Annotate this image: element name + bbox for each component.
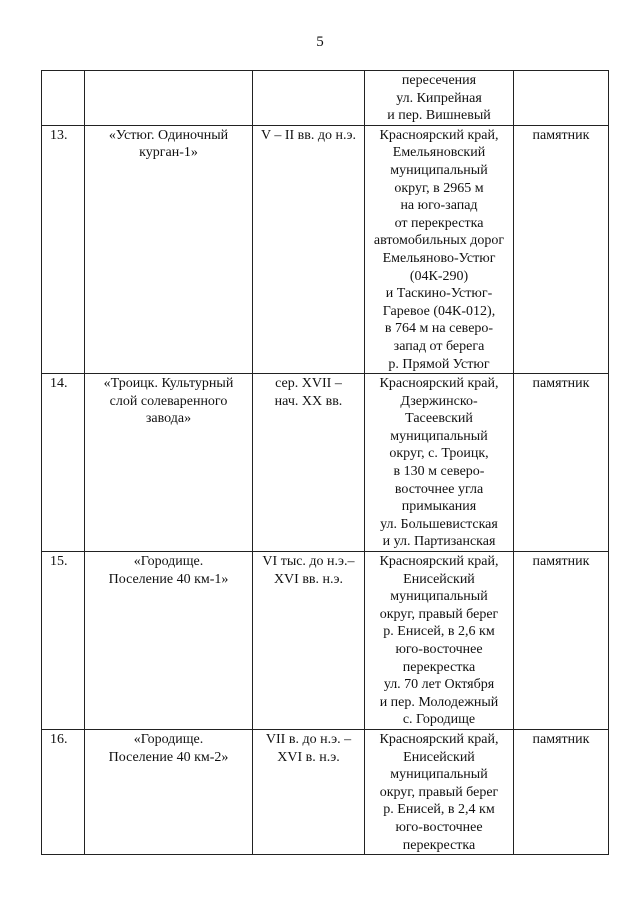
location-cell: Красноярский край, Енисейский муниципальный округ, правый берег р. Енисей, в 2,6 км юго-восточнее перекрестка ул. 70 лет Октября и пер. Молодежный с. Городище [365, 552, 514, 730]
row-number-cell: 14. [42, 374, 85, 552]
object-name-cell: «Устюг. Одиночный курган-1» [85, 125, 253, 373]
table-row [42, 729, 609, 854]
object-name-cell [85, 71, 253, 126]
dating-cell [253, 71, 365, 126]
dating-cell: сер. XVII – нач. XX вв. [253, 374, 365, 552]
location-cell: пересечения ул. Кипрейная и пер. Вишневый [365, 71, 514, 126]
page-number: 5 [316, 34, 324, 50]
row-number-cell: 13. [42, 125, 85, 373]
table-row [42, 125, 609, 373]
category-cell: памятник [514, 729, 609, 854]
object-name-cell: «Городище. Поселение 40 км-2» [85, 729, 253, 854]
row-number-cell: 15. [42, 552, 85, 730]
table-row [42, 374, 609, 552]
category-cell [514, 71, 609, 126]
object-name-cell: «Городище. Поселение 40 км-1» [85, 552, 253, 730]
category-cell: памятник [514, 552, 609, 730]
dating-cell: VI тыс. до н.э.– XVI вв. н.э. [253, 552, 365, 730]
category-cell: памятник [514, 374, 609, 552]
location-cell: Красноярский край, Дзержинско- Тасеевский муниципальный округ, с. Троицк, в 130 м северо- восточнее угла примыкания ул. Большевистская и ул. Партизанская [365, 374, 514, 552]
object-name-cell: «Троицк. Культурный слой солеваренного завода» [85, 374, 253, 552]
row-number-cell [42, 71, 85, 126]
table-row-continuation [42, 71, 609, 126]
heritage-registry-table [41, 70, 609, 855]
row-number-cell: 16. [42, 729, 85, 854]
table-row [42, 552, 609, 730]
location-cell: Красноярский край, Емельяновский муниципальный округ, в 2965 м на юго-запад от перекрестка автомобильных дорог Емельяново-Устюг (04К-290) и Таскино-Устюг- Гаревое (04К-012), в 764 м на северо- запад от берега р. Прямой Устюг [365, 125, 514, 373]
location-cell: Красноярский край, Енисейский муниципальный округ, правый берег р. Енисей, в 2,4 км юго-восточнее перекрестка [365, 729, 514, 854]
dating-cell: VII в. до н.э. – XVI в. н.э. [253, 729, 365, 854]
category-cell: памятник [514, 125, 609, 373]
dating-cell: V – II вв. до н.э. [253, 125, 365, 373]
